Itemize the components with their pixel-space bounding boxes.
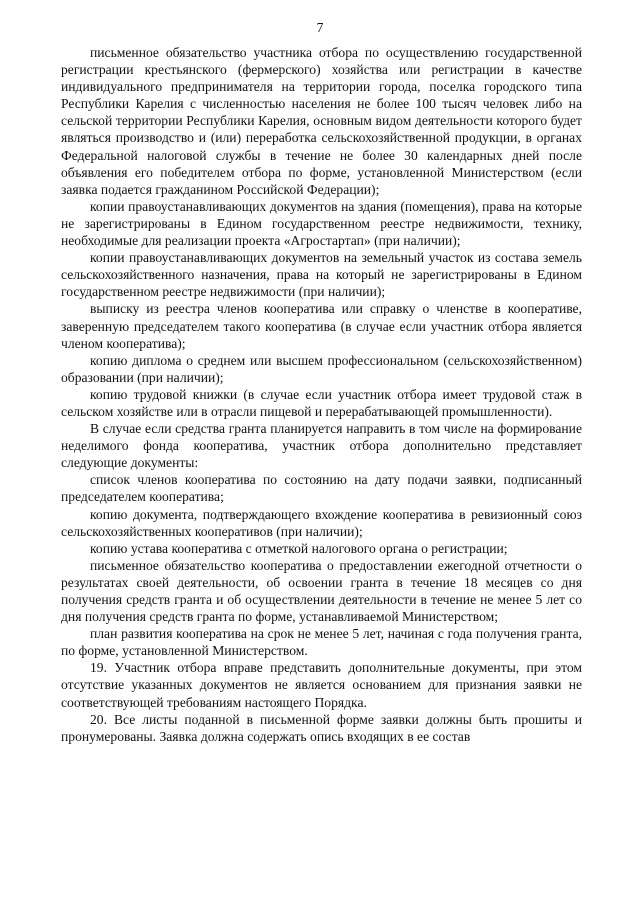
paragraph: копию документа, подтверждающего вхождение кооператива в ревизионный союз сельскохозяйственных кооперативов (при наличии); <box>61 506 582 539</box>
paragraph: выписку из реестра членов кооператива или справку о членстве в кооперативе, заверенную председателем такого кооператива (в случае если участник отбора является членом кооператива); <box>61 301 582 351</box>
paragraph: 20. Все листы поданной в письменной форме заявки должны быть прошиты и пронумерованы. Заявка должна содержать опись входящих в ее состав <box>61 711 582 744</box>
page-number: 7 <box>316 20 324 35</box>
paragraph: копию устава кооператива с отметкой налогового органа о регистрации; <box>90 540 508 556</box>
paragraph: письменное обязательство участника отбора по осуществлению государственной регистрации крестьянского (фермерского) хозяйства или регистрации в качестве индивидуального предпринимателя на территории города, поселка городского типа Республики Карелия с численностью населения не более 100 тысяч человек либо на сельской территории Республики Карелия, основным видом деятельности которого будет являться производство и (или) переработка сельскохозяйственной продукции, в органах Федеральной налоговой службы в течение не более 30 календарных дней после объявления его победителем отбора по форме, установленной Министерством (если заявка подается гражданином Российской Федерации); <box>61 45 582 197</box>
paragraph: копию трудовой книжки (в случае если участник отбора имеет трудовой стаж в сельском хозяйстве или в отрасли пищевой и перерабатывающей промышленности). <box>61 386 582 419</box>
paragraph: копии правоустанавливающих документов на земельный участок из состава земель сельскохозяйственного назначения, права на который не зарегистрированы в Едином государственном реестре недвижимости (при наличии); <box>61 250 582 300</box>
paragraph: копию диплома о среднем или высшем профессиональном (сельскохозяйственном) образовании (при наличии); <box>61 352 582 385</box>
document-body <box>61 44 582 745</box>
paragraph: копии правоустанавливающих документов на здания (помещения), права на которые не зарегистрированы в Едином государственном реестре недвижимости, технику, необходимые для реализации проекта «Агростартап» (при наличии); <box>61 198 582 249</box>
paragraph: список членов кооператива по состоянию на дату подачи заявки, подписанный председателем кооператива; <box>61 472 582 505</box>
paragraph: 19. Участник отбора вправе представить дополнительные документы, при этом отсутствие указанных документов не является основанием для признания заявки не соответствующей требованиям настоящего Порядка. <box>61 660 582 710</box>
paragraph: план развития кооператива на срок не менее 5 лет, начиная с года получения гранта, по форме, установленной Министерством. <box>61 626 582 659</box>
paragraph: В случае если средства гранта планируется направить в том числе на формирование неделимого фонда кооператива, участник отбора дополнительно представляет следующие документы: <box>61 421 582 471</box>
paragraph: письменное обязательство кооператива о предоставлении ежегодной отчетности о результатах своей деятельности, об освоении гранта в течение 18 месяцев со дня получения средств гранта и об осуществлении деятельности в течение не менее 5 лет со дня получения средств гранта по форме, устанавливаемой Министерством; <box>61 557 582 625</box>
